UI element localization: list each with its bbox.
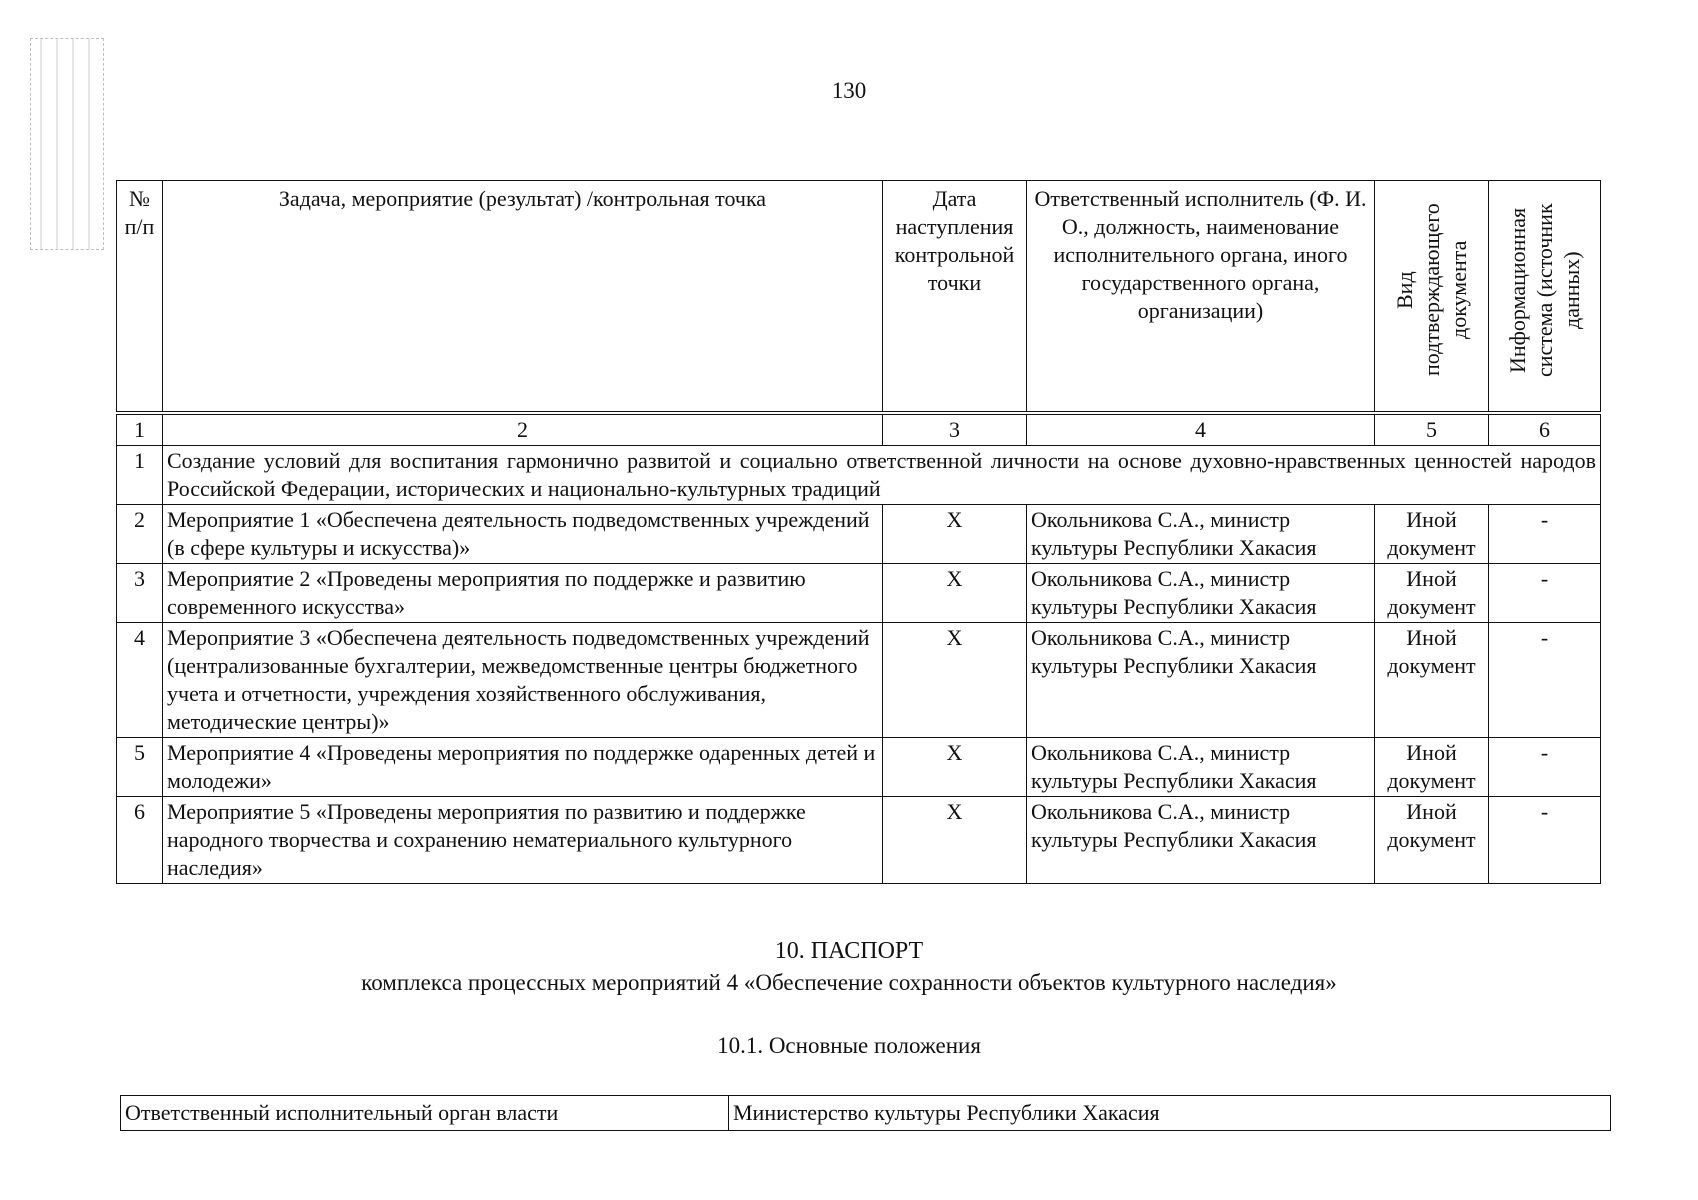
- header-task: Задача, мероприятие (результат) /контрольная точка: [163, 181, 883, 414]
- row-responsible: Окольникова С.А., министр культуры Республики Хакасия: [1027, 564, 1375, 623]
- column-number: 2: [163, 413, 883, 446]
- row-info-system: -: [1489, 505, 1601, 564]
- table-row: [117, 738, 1601, 797]
- row-responsible: Окольникова С.А., министр культуры Республики Хакасия: [1027, 738, 1375, 797]
- row-info-system: -: [1489, 564, 1601, 623]
- task-section-row: [117, 446, 1601, 505]
- row-task: Мероприятие 5 «Проведены мероприятия по развитию и поддержке народного творчества и сохранению нематериального культурного наследия»: [163, 797, 883, 884]
- column-number-row: [117, 413, 1601, 446]
- row-date: Х: [883, 564, 1027, 623]
- row-info-system: -: [1489, 738, 1601, 797]
- header-doc-type: [1375, 181, 1489, 414]
- passport-subheading: комплекса процессных мероприятий 4 «Обеспечение сохранности объектов культурного наследия»: [361, 970, 1337, 995]
- table-row: [117, 505, 1601, 564]
- row-number: 6: [117, 797, 163, 884]
- column-number: 4: [1027, 413, 1375, 446]
- basic-label: Ответственный исполнительный орган власти: [121, 1096, 729, 1131]
- row-info-system: -: [1489, 623, 1601, 738]
- row-number: 2: [117, 505, 163, 564]
- task-section-text: Создание условий для воспитания гармонично развитой и социально ответственной личности на основе духовно-нравственных ценностей народов Российской Федерации, исторических и национально-культурных традиций: [163, 446, 1601, 505]
- row-task: Мероприятие 2 «Проведены мероприятия по поддержке и развитию современного искусства»: [163, 564, 883, 623]
- table-header-row: [117, 181, 1601, 414]
- basic-provisions-table: [120, 1095, 1611, 1131]
- column-number: 6: [1489, 413, 1601, 446]
- row-info-system: -: [1489, 797, 1601, 884]
- row-doc-type: Иной документ: [1375, 623, 1489, 738]
- row-doc-type: Иной документ: [1375, 564, 1489, 623]
- row-date: Х: [883, 623, 1027, 738]
- section-heading: 10.1. Основные положения: [717, 1033, 981, 1058]
- control-points-table: [116, 180, 1601, 884]
- row-date: Х: [883, 505, 1027, 564]
- row-task: Мероприятие 3 «Обеспечена деятельность подведомственных учреждений (централизованные бухгалтерии, межведомственные центры бюджетного учета и отчетности, учреждения хозяйственного обслуживания, методические центры)»: [163, 623, 883, 738]
- row-doc-type: Иной документ: [1375, 797, 1489, 884]
- passport-heading: 10. ПАСПОРТ: [774, 938, 924, 964]
- table-row: [117, 797, 1601, 884]
- row-date: Х: [883, 797, 1027, 884]
- row-date: Х: [883, 738, 1027, 797]
- row-task: Мероприятие 4 «Проведены мероприятия по поддержке одаренных детей и молодежи»: [163, 738, 883, 797]
- archive-stamp: [30, 38, 104, 250]
- header-date: Дата наступления контрольной точки: [883, 181, 1027, 414]
- column-number: 1: [117, 413, 163, 446]
- row-doc-type: Иной документ: [1375, 505, 1489, 564]
- row-responsible: Окольникова С.А., министр культуры Республики Хакасия: [1027, 797, 1375, 884]
- column-number: 3: [883, 413, 1027, 446]
- header-info-system: [1489, 181, 1601, 414]
- row-doc-type: Иной документ: [1375, 738, 1489, 797]
- row-number: 1: [117, 446, 163, 505]
- row-number: 3: [117, 564, 163, 623]
- header-info-system-label: Информационная система (источник данных): [1505, 203, 1584, 377]
- page-number: 130: [831, 78, 867, 103]
- row-responsible: Окольникова С.А., министр культуры Республики Хакасия: [1027, 505, 1375, 564]
- table-row: [117, 623, 1601, 738]
- basic-value: Министерство культуры Республики Хакасия: [729, 1096, 1611, 1131]
- column-number: 5: [1375, 413, 1489, 446]
- row-responsible: Окольникова С.А., министр культуры Республики Хакасия: [1027, 623, 1375, 738]
- header-doc-type-label: Вид подтверждающего документа: [1392, 203, 1471, 377]
- header-num: № п/п: [117, 181, 163, 414]
- row-number: 5: [117, 738, 163, 797]
- table-row: [117, 564, 1601, 623]
- row-number: 4: [117, 623, 163, 738]
- table-row: [121, 1096, 1611, 1131]
- row-task: Мероприятие 1 «Обеспечена деятельность подведомственных учреждений (в сфере культуры и искусства)»: [163, 505, 883, 564]
- header-responsible: Ответственный исполнитель (Ф. И. О., должность, наименование исполнительного органа, иного государственного органа, организации): [1027, 181, 1375, 414]
